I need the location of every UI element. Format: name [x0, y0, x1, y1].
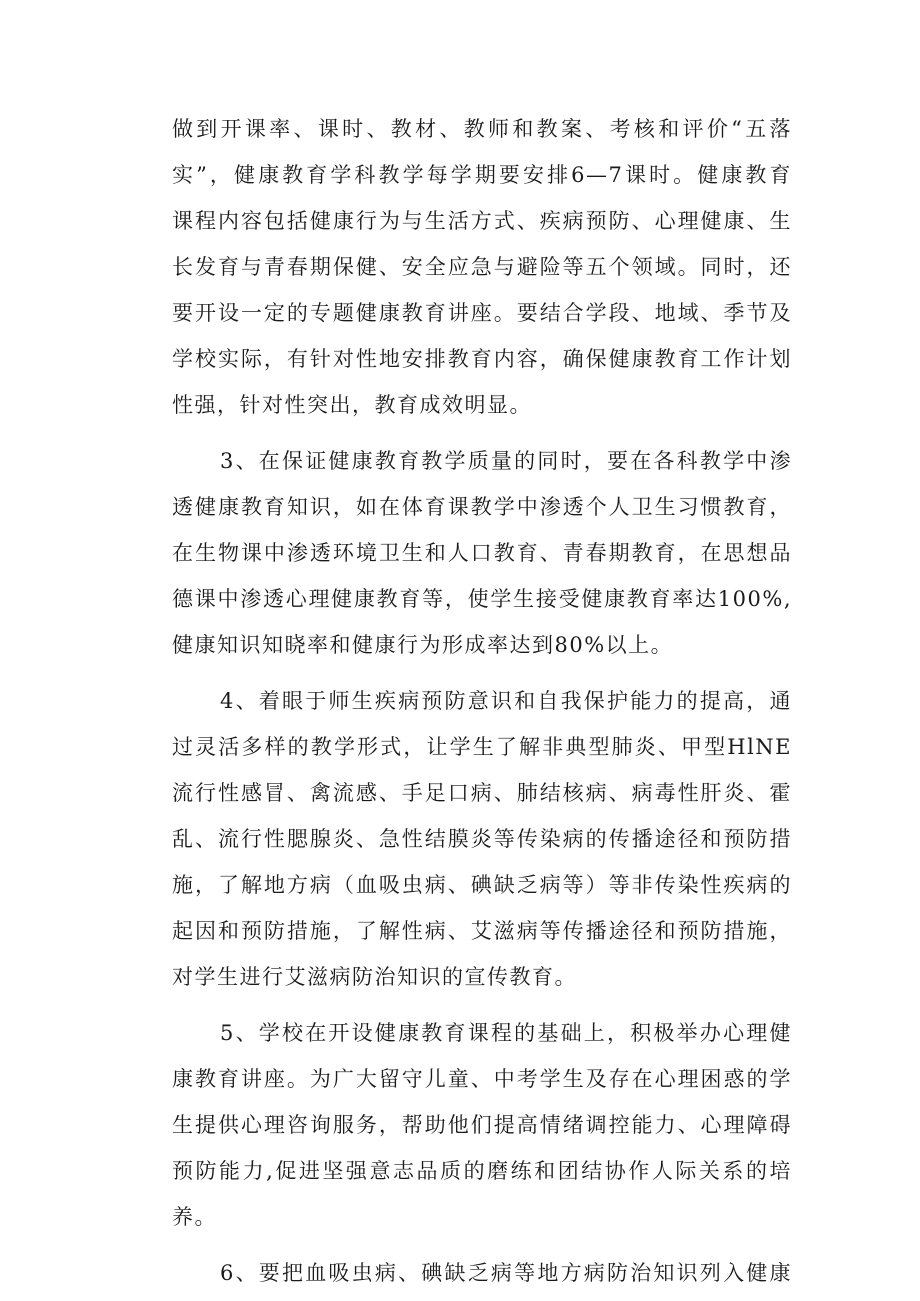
text-line: 乱、流行性腮腺炎、急性结膜炎等传染病的传播途径和预防措 [172, 827, 792, 851]
text-line: 学校实际，有针对性地安排教育内容，确保健康教育工作计划 [172, 347, 792, 371]
text-line: 4、着眼于师生疾病预防意识和自我保护能力的提高，通 [220, 689, 792, 713]
text-line: 6、要把血吸虫病、碘缺乏病等地方病防治知识列入健康 [220, 1261, 792, 1285]
text-line: 预防能力,促进坚强意志品质的磨练和团结协作人际关系的培 [172, 1159, 792, 1183]
text-line: 养。 [172, 1205, 217, 1229]
text-line: 健康知识知晓率和健康行为形成率达到80%以上。 [172, 633, 674, 657]
text-line: 流行性感冒、禽流感、手足口病、肺结核病、病毒性肝炎、霍 [172, 781, 792, 805]
text-line: 康教育讲座。为广大留守儿童、中考学生及存在心理困惑的学 [172, 1067, 792, 1091]
text-line: 3、在保证健康教育教学质量的同时，要在各科教学中渗 [220, 449, 792, 473]
text-line: 在生物课中渗透环境卫生和人口教育、青春期教育，在思想品 [172, 541, 792, 565]
text-line: 透健康教育知识，如在体育课教学中渗透个人卫生习惯教育， [172, 495, 792, 519]
text-line: 对学生进行艾滋病防治知识的宣传教育。 [172, 965, 577, 989]
text-line: 性强，针对性突出，教育成效明显。 [172, 393, 532, 417]
text-line: 做到开课率、课时、教材、教师和教案、考核和评价“五落 [172, 117, 792, 141]
body-text [172, 106, 792, 1296]
text-line: 德课中渗透心理健康教育等，使学生接受健康教育率达100%, [172, 587, 792, 611]
paragraph-continuation [172, 106, 792, 428]
paragraph-gap [172, 1000, 792, 1010]
paragraph-gap [172, 668, 792, 678]
text-line: 起因和预防措施，了解性病、艾滋病等传播途径和预防措施， [172, 919, 792, 943]
text-line: 长发育与青春期保健、安全应急与避险等五个领域。同时，还 [172, 255, 792, 279]
text-line: 课程内容包括健康行为与生活方式、疾病预防、心理健康、生 [172, 209, 792, 233]
text-line: 实”，健康教育学科教学每学期要安排6—7课时。健康教育 [172, 163, 792, 187]
text-line: 施，了解地方病（血吸虫病、碘缺乏病等）等非传染性疾病的 [172, 873, 792, 897]
paragraph-item-3 [172, 438, 792, 668]
paragraph-item-4 [172, 678, 792, 1000]
text-line: 过灵活多样的教学形式，让学生了解非典型肺炎、甲型HlNE [172, 735, 792, 759]
text-line: 要开设一定的专题健康教育讲座。要结合学段、地域、季节及 [172, 301, 792, 325]
paragraph-item-6 [172, 1250, 792, 1296]
paragraph-item-5 [172, 1010, 792, 1240]
text-line: 生提供心理咨询服务，帮助他们提高情绪调控能力、心理障碍 [172, 1113, 792, 1137]
paragraph-gap [172, 1240, 792, 1250]
paragraph-gap [172, 428, 792, 438]
text-line: 5、学校在开设健康教育课程的基础上，积极举办心理健 [220, 1021, 792, 1045]
